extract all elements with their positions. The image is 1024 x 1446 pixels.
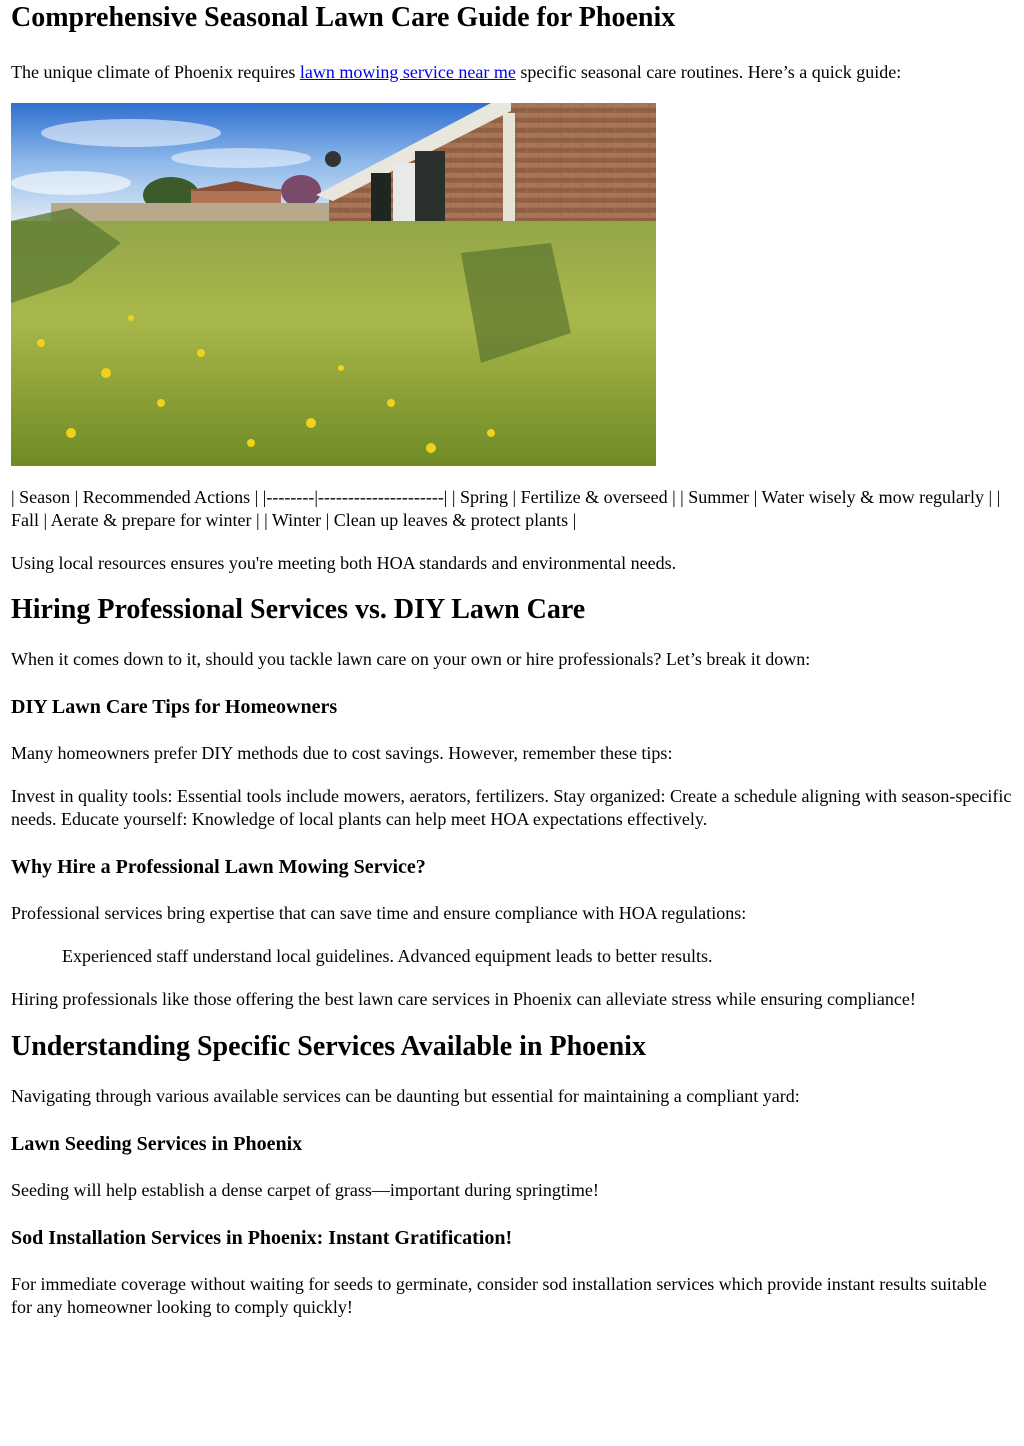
intro-text-before: The unique climate of Phoenix requires (11, 62, 300, 82)
seeding-paragraph: Seeding will help establish a dense carpet of grass—important during springtime! (11, 1180, 599, 1200)
pro-closing-paragraph: Hiring professionals like those offering the best lawn care services in Phoenix can alleviate stress while ensuring compliance! (11, 989, 916, 1009)
section-heading-services: Understanding Specific Services Available in Phoenix (11, 1031, 646, 1062)
pro-points-paragraph: Experienced staff understand local guidelines. Advanced equipment leads to better results. (62, 946, 713, 966)
hiring-intro-paragraph: When it comes down to it, should you tackle lawn care on your own or hire professionals? Let’s break it down: (11, 649, 811, 669)
services-intro-paragraph: Navigating through various available services can be daunting but essential for maintaining a compliant yard: (11, 1086, 800, 1106)
seeding-heading: Lawn Seeding Services in Phoenix (11, 1133, 303, 1155)
diy-tips-paragraph: Invest in quality tools: Essential tools include mowers, aerators, fertilizers. Stay organized: Create a schedule aligning with season-specific needs. Educate yourself: Knowledge of local plants can help meet HOA expectations effectively. (11, 786, 1012, 829)
diy-intro-paragraph: Many homeowners prefer DIY methods due to cost savings. However, remember these tips: (11, 743, 673, 763)
sod-heading: Sod Installation Services in Phoenix: Instant Gratification! (11, 1227, 513, 1249)
page-title: Comprehensive Seasonal Lawn Care Guide for Phoenix (11, 2, 676, 33)
lawn-mowing-service-link[interactable]: lawn mowing service near me (299, 62, 516, 82)
intro-text-after: specific seasonal care routines. Here’s a quick guide: (515, 62, 902, 82)
lawn-photo (11, 103, 656, 466)
season-table-text: | Season | Recommended Actions | |--------|---------------------| | Spring | Fertilize & overseed | | Summer | Water wisely & mow regularly | | Fall | Aerate & prepare for winter | | Winter | Clean up leaves & protect plants | (11, 487, 1001, 530)
pro-intro-paragraph: Professional services bring expertise that can save time and ensure compliance with HOA regulations: (11, 903, 747, 923)
local-resources-paragraph: Using local resources ensures you're meeting both HOA standards and environmental needs. (11, 553, 677, 573)
diy-heading: DIY Lawn Care Tips for Homeowners (11, 696, 338, 718)
section-heading-hiring: Hiring Professional Services vs. DIY Lawn Care (11, 594, 586, 625)
pro-heading: Why Hire a Professional Lawn Mowing Service? (11, 856, 426, 878)
intro-paragraph (11, 61, 1012, 84)
sod-paragraph: For immediate coverage without waiting for seeds to germinate, consider sod installation services which provide instant results suitable for any homeowner looking to comply quickly! (11, 1274, 987, 1317)
